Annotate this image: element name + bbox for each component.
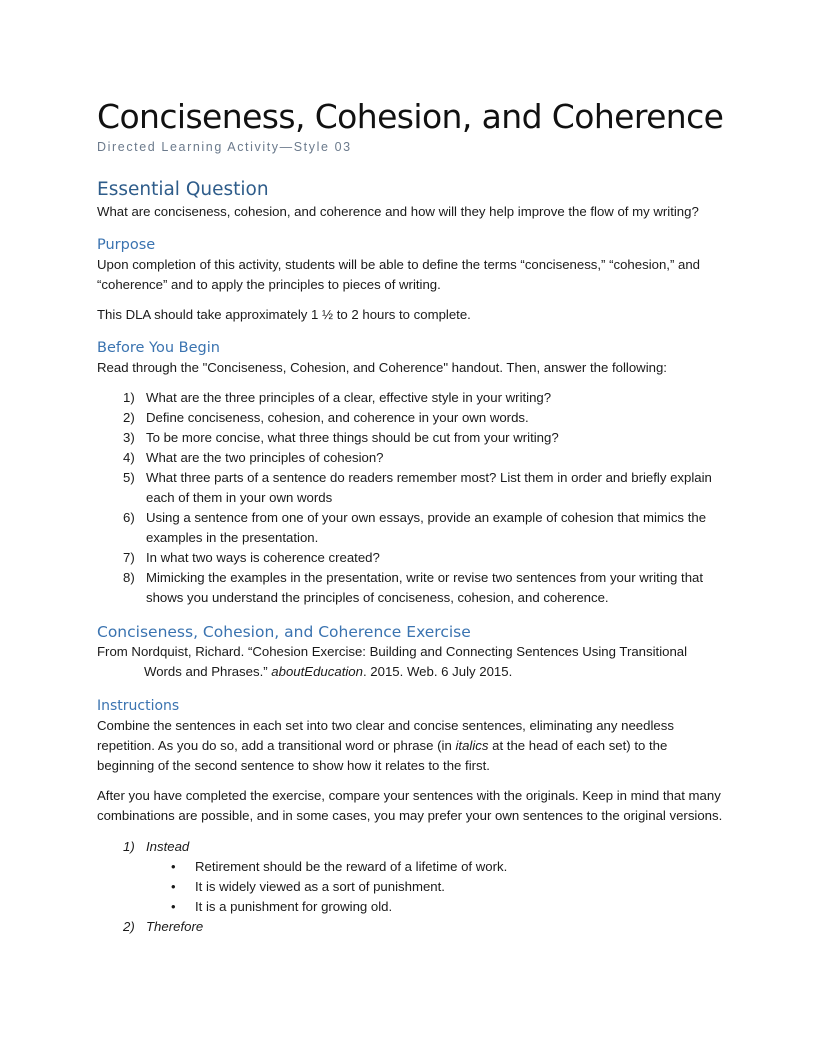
question-text: In what two ways is coherence created? (146, 550, 380, 565)
question-text: Using a sentence from one of your own essays, provide an example of cohesion that mimics the examples in the presentation. (146, 510, 707, 545)
exercise-sentence (97, 857, 728, 877)
question-text: Mimicking the examples in the presentation, write or revise two sentences from your writing that shows you understand the principles of conciseness, cohesion, and coherence. (146, 570, 704, 605)
question-number: 6) (123, 510, 135, 525)
question-text: To be more concise, what three things should be cut from your writing? (146, 430, 559, 445)
essential-question-text: What are conciseness, cohesion, and coherence and how will they help improve the flow of my writing? (97, 204, 699, 219)
purpose-heading: Purpose (97, 237, 156, 253)
citation-text: From Nordquist, Richard. “Cohesion Exercise: Building and Connecting Sentences Using Transitional Words and Phrases.” (97, 644, 688, 679)
exercise-sentence-text: Retirement should be the reward of a lifetime of work. (195, 859, 508, 874)
document-subtitle: Directed Learning Activity—Style 03 (97, 140, 352, 154)
question-text: What are the three principles of a clear, effective style in your writing? (146, 390, 552, 405)
before-heading: Before You Begin (97, 340, 220, 356)
instructions-text: Combine the sentences in each set into two clear and concise sentences, eliminating any needless repetition. As you do so, add a transitional word or phrase (in (97, 718, 674, 753)
document-title: Conciseness, Cohesion, and Coherence (97, 97, 724, 136)
question-item (97, 448, 728, 468)
question-item (97, 468, 728, 508)
exercise-set-heading (97, 837, 728, 857)
question-number: 3) (123, 430, 135, 445)
question-text: What three parts of a sentence do readers remember most? List them in order and briefly explain each of them in your own words (146, 470, 712, 505)
exercise-set-number: 2) (123, 919, 135, 934)
exercise-sentence-text: It is a punishment for growing old. (195, 899, 393, 914)
instructions-italic-word: italics (455, 738, 489, 753)
question-item (97, 568, 728, 608)
question-item (97, 408, 728, 428)
bullet-icon: • (171, 879, 176, 894)
question-item (97, 428, 728, 448)
exercise-set-number: 1) (123, 839, 135, 854)
purpose-time: This DLA should take approximately 1 ½ to 2 hours to complete. (97, 307, 471, 322)
before-intro: Read through the "Conciseness, Cohesion, and Coherence" handout. Then, answer the following: (97, 360, 667, 375)
question-item (97, 548, 728, 568)
instructions-paragraph-2: After you have completed the exercise, compare your sentences with the originals. Keep in mind that many combinations are possible, and in some cases, you may prefer your own sentences to the original versions. (97, 788, 723, 823)
instructions-text: at the head of each set) to the beginning of the second sentence to show how it relates to the first. (97, 738, 668, 773)
question-number: 5) (123, 470, 135, 485)
essential-question-heading: Essential Question (97, 179, 269, 200)
exercise-set (97, 917, 728, 937)
exercise-set-label: Therefore (146, 919, 204, 934)
exercise-set-heading (97, 917, 728, 937)
exercise-citation (97, 642, 728, 682)
exercise-set-label: Instead (146, 839, 190, 854)
exercise-sentence-text: It is widely viewed as a sort of punishment. (195, 879, 445, 894)
exercise-set-list (97, 837, 728, 937)
instructions-paragraph-1 (97, 716, 728, 776)
question-number: 2) (123, 410, 135, 425)
question-item (97, 388, 728, 408)
question-number: 1) (123, 390, 135, 405)
exercise-heading: Conciseness, Cohesion, and Coherence Exercise (97, 623, 471, 641)
question-list (97, 388, 728, 608)
exercise-set (97, 837, 728, 917)
exercise-sentence (97, 897, 728, 917)
citation-source: aboutEducation (271, 664, 363, 679)
citation-date: . 2015. Web. 6 July 2015. (362, 664, 513, 679)
instructions-heading: Instructions (97, 698, 180, 714)
question-number: 7) (123, 550, 135, 565)
bullet-icon: • (171, 899, 176, 914)
question-text: Define conciseness, cohesion, and coherence in your own words. (146, 410, 529, 425)
question-number: 4) (123, 450, 135, 465)
question-number: 8) (123, 570, 135, 585)
purpose-text: Upon completion of this activity, students will be able to define the terms “conciseness,” “cohesion,” and “coherence” and to apply the principles to pieces of writing. (97, 257, 701, 292)
question-item (97, 508, 728, 548)
question-text: What are the two principles of cohesion? (146, 450, 384, 465)
exercise-sentence (97, 877, 728, 897)
bullet-icon: • (171, 859, 176, 874)
exercise-sentence-list (97, 857, 728, 917)
